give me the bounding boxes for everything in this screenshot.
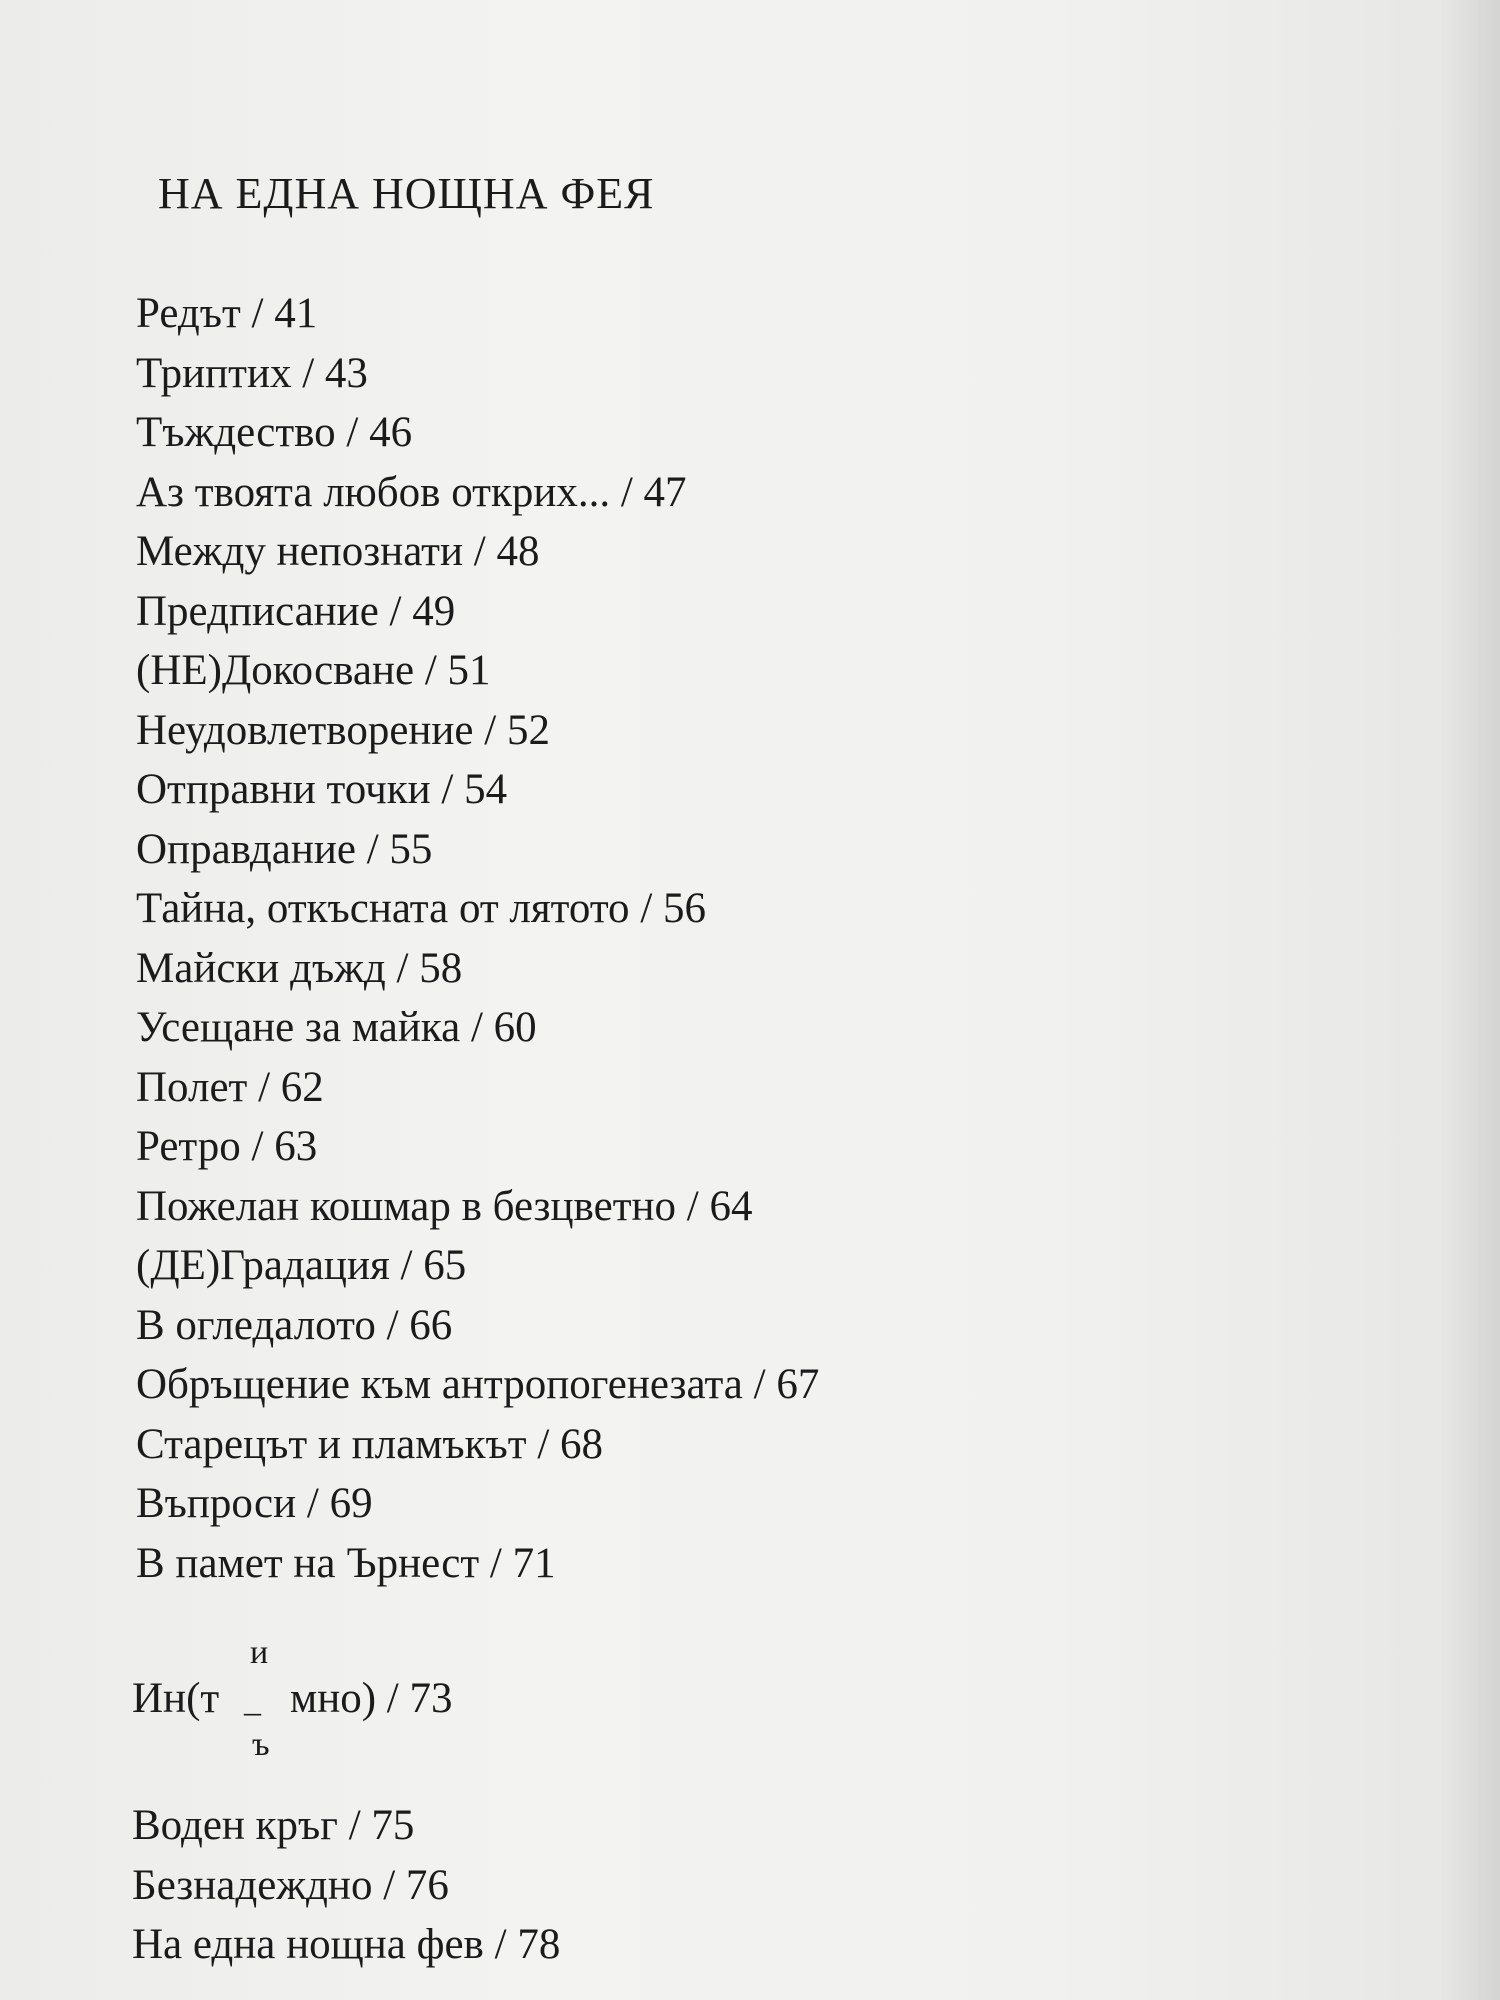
toc-entry-separator: / [240, 1123, 275, 1170]
toc-entry [136, 1474, 819, 1534]
special-entry-suffix: мно) / 73 [290, 1675, 453, 1722]
toc-entry [136, 1296, 819, 1356]
toc-entry-page: 51 [447, 647, 491, 694]
toc-entry-separator: / [296, 1480, 330, 1527]
toc-entry [132, 1856, 560, 1916]
toc-entry-title: В огледалото [136, 1301, 376, 1349]
toc-entry [136, 641, 819, 701]
toc-entry-separator: / [742, 1361, 777, 1408]
toc-entry-page: 43 [324, 349, 368, 397]
toc-entry [136, 701, 819, 761]
toc-entry-separator: / [378, 587, 413, 635]
toc-entry-separator: / [372, 1861, 406, 1909]
toc-entry-separator: / [375, 1301, 410, 1349]
toc-entry-separator: / [462, 528, 497, 575]
toc-entry-separator: / [240, 290, 275, 337]
toc-entry-title: Тайна, откъсната от лятото [136, 885, 630, 932]
toc-entry [136, 1058, 819, 1118]
toc-entry-separator: / [479, 1539, 513, 1587]
toc-entry [136, 998, 819, 1058]
toc-entry-special [132, 1632, 632, 1772]
toc-entry-page: 41 [274, 290, 318, 337]
toc-entry-title: (ДЕ)Градация [136, 1242, 390, 1289]
toc-entry [136, 1177, 819, 1237]
toc-entry-separator: / [473, 706, 507, 754]
toc-entry-title: Предписание [136, 587, 379, 635]
toc-entry [136, 939, 819, 999]
toc-entry [136, 1355, 819, 1415]
toc-entry-page: 69 [329, 1480, 373, 1527]
toc-entry [132, 1915, 560, 1975]
toc-entry-separator: / [247, 1063, 281, 1111]
toc-entry-separator: / [676, 1182, 710, 1230]
toc-entry-separator: / [430, 766, 465, 813]
toc-entry-title: В памет на Ърнест [136, 1539, 480, 1587]
toc-entry-page: 54 [464, 766, 508, 813]
toc-entry-page: 49 [412, 587, 456, 635]
toc-entry-page: 63 [274, 1123, 318, 1170]
toc-entry-separator: / [355, 825, 390, 873]
toc-entry-title: Триптих [136, 349, 292, 397]
toc-entry-separator: / [629, 885, 664, 932]
toc-entry-page: 46 [369, 409, 413, 456]
toc-entry-title: Неудовлетворение [136, 706, 474, 754]
toc-entry [136, 1415, 819, 1475]
toc-entry-page: 62 [280, 1063, 324, 1111]
table-of-contents [136, 284, 819, 1593]
special-entry-prefix: Ин(т [132, 1675, 220, 1722]
toc-entry [132, 1796, 560, 1856]
toc-entry-title: Обръщение към антропогенезата [136, 1361, 743, 1408]
toc-entry [136, 463, 819, 523]
toc-entry-title: На една нощна фев [132, 1921, 484, 1968]
toc-entry-page: 71 [512, 1539, 556, 1587]
toc-entry-title: Полет [136, 1063, 248, 1111]
toc-entry [136, 344, 819, 404]
toc-entry [136, 403, 819, 463]
toc-entry-title: Старецът и пламъкът [136, 1420, 527, 1468]
toc-entry-page: 75 [371, 1802, 415, 1849]
special-entry-stack-line: _ [244, 1682, 261, 1719]
toc-entry-title: Ретро [136, 1123, 241, 1170]
toc-entry-page: 52 [506, 706, 550, 754]
toc-entry-title: Въпроси [136, 1480, 297, 1527]
toc-entry-page: 48 [496, 528, 540, 575]
table-of-contents-continued [132, 1796, 560, 1975]
toc-entry-title: Майски дъжд [136, 944, 386, 992]
toc-entry [136, 1117, 819, 1177]
toc-entry [136, 522, 819, 582]
toc-entry [136, 1236, 819, 1296]
toc-entry-page: 68 [560, 1420, 604, 1468]
toc-entry-separator: / [389, 1242, 424, 1289]
toc-entry-separator: / [385, 944, 420, 992]
toc-entry-title: Отправни точки [136, 766, 431, 813]
toc-entry-page: 64 [709, 1182, 753, 1230]
toc-entry-page: 78 [517, 1921, 561, 1968]
special-entry-stack-bottom: ъ [252, 1726, 270, 1763]
toc-entry-separator: / [335, 409, 370, 456]
section-title: НА ЕДНА НОЩНА ФЕЯ [158, 169, 655, 218]
toc-entry-title: (НЕ)Докосване [136, 647, 415, 694]
toc-entry [136, 760, 819, 820]
toc-entry-separator: / [526, 1420, 561, 1468]
toc-entry-page: 55 [389, 825, 433, 873]
toc-entry-title: Пожелан кошмар в безцветно [136, 1182, 676, 1230]
toc-entry-page: 65 [423, 1242, 467, 1289]
toc-entry-title: Усещане за майка [136, 1004, 461, 1051]
toc-entry-separator: / [337, 1802, 372, 1849]
page-edge-shadow [1440, 0, 1500, 2000]
toc-entry-title: Аз твоята любов открих... [136, 468, 611, 516]
toc-entry-page: 60 [493, 1004, 537, 1051]
toc-entry-page: 76 [405, 1861, 449, 1909]
toc-entry-title: Редът [136, 290, 241, 337]
toc-entry-title: Тъждество [136, 409, 336, 456]
toc-entry-separator: / [460, 1004, 494, 1051]
toc-entry-separator: / [610, 468, 644, 516]
toc-entry-separator: / [483, 1921, 518, 1968]
toc-entry [136, 582, 819, 642]
special-entry-stack-top: и [250, 1634, 269, 1671]
toc-entry-page: 66 [409, 1301, 453, 1349]
toc-entry [136, 879, 819, 939]
toc-entry-page: 47 [643, 468, 687, 516]
toc-entry-page: 58 [419, 944, 463, 992]
toc-entry-page: 67 [776, 1361, 820, 1408]
toc-entry-separator: / [414, 647, 448, 694]
toc-entry-title: Оправдание [136, 825, 356, 873]
toc-entry [136, 820, 819, 880]
toc-entry-title: Безнадеждно [132, 1861, 373, 1909]
toc-entry-page: 56 [663, 885, 707, 932]
toc-entry-separator: / [291, 349, 325, 397]
toc-entry [136, 1534, 819, 1594]
toc-entry [136, 284, 819, 344]
toc-entry-title: Воден кръг [132, 1802, 338, 1849]
toc-entry-title: Между непознати [136, 528, 463, 575]
